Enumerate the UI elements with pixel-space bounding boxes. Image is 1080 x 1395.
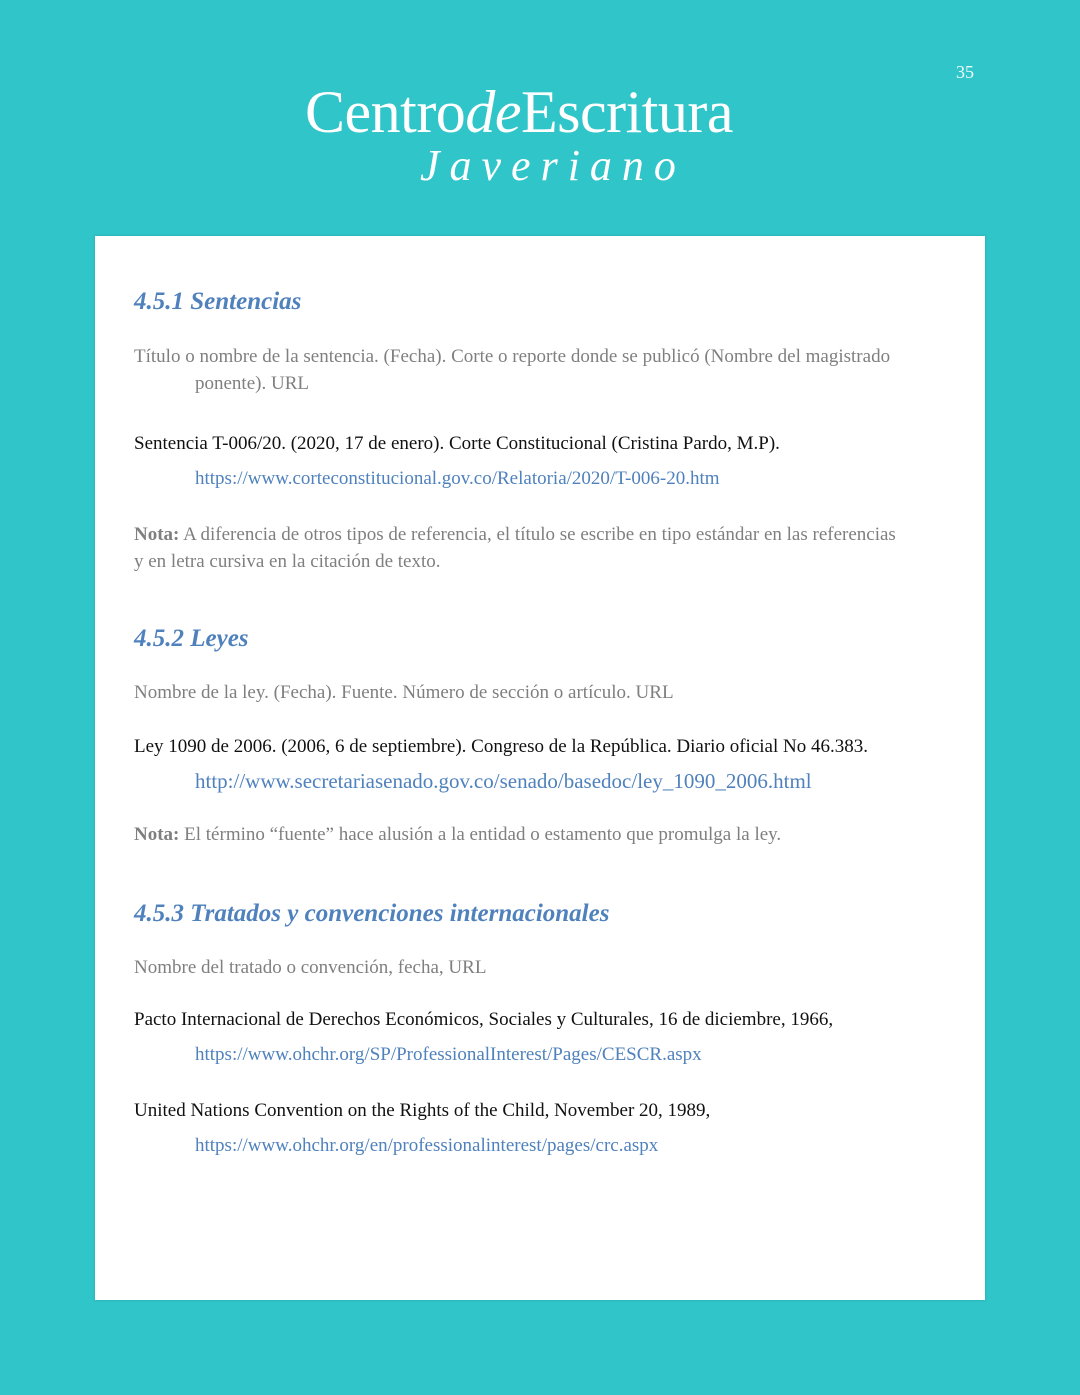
section-heading-sentencias: 4.5.1 Sentencias xyxy=(134,288,302,315)
section-heading-tratados: 4.5.3 Tratados y convenciones internacionales xyxy=(134,900,610,927)
note xyxy=(134,521,896,548)
page-number: 35 xyxy=(956,62,974,82)
example-reference: Pacto Internacional de Derechos Económicos, Sociales y Culturales, 16 de diciembre, 1966, xyxy=(134,1009,834,1030)
note-text: A diferencia de otros tipos de referencia, el título se escribe en tipo estándar en las referencias xyxy=(179,524,896,545)
logo-text: Escritura xyxy=(520,79,734,145)
logo-text: de xyxy=(465,79,521,145)
note-text: El término “fuente” hace alusión a la entidad o estamento que promulga la ley. xyxy=(179,824,782,845)
example-reference: Ley 1090 de 2006. (2006, 6 de septiembre). Congreso de la República. Diario oficial No 46.383. xyxy=(134,736,868,757)
format-description: Título o nombre de la sentencia. (Fecha). Corte o reporte donde se publicó (Nombre del magistrado xyxy=(134,346,891,367)
example-reference: Sentencia T-006/20. (2020, 17 de enero). Corte Constitucional (Cristina Pardo, M.P). xyxy=(134,433,780,454)
section-heading-leyes: 4.5.2 Leyes xyxy=(134,625,249,652)
logo-centro-de-escritura xyxy=(305,79,734,145)
example-url-link[interactable]: https://www.ohchr.org/en/professionalinterest/pages/crc.aspx xyxy=(195,1135,659,1156)
format-description: Nombre del tratado o convención, fecha, URL xyxy=(134,957,487,978)
example-url-link[interactable]: http://www.secretariasenado.gov.co/senado/basedoc/ley_1090_2006.html xyxy=(195,769,812,793)
logo-text: Centro xyxy=(305,79,466,145)
example-url-link[interactable]: https://www.ohchr.org/SP/ProfessionalInterest/Pages/CESCR.aspx xyxy=(195,1044,702,1065)
format-description: Nombre de la ley. (Fecha). Fuente. Número de sección o artículo. URL xyxy=(134,682,674,703)
note-label: Nota: xyxy=(134,824,180,845)
note xyxy=(134,821,781,848)
example-reference: United Nations Convention on the Rights of the Child, November 20, 1989, xyxy=(134,1100,711,1121)
format-description: ponente). URL xyxy=(195,373,309,394)
note-text: y en letra cursiva en la citación de texto. xyxy=(134,551,441,572)
logo-javeriano: Javeriano xyxy=(420,141,686,190)
note-label: Nota: xyxy=(134,524,180,545)
example-url-link[interactable]: https://www.corteconstitucional.gov.co/Relatoria/2020/T-006-20.htm xyxy=(195,468,720,489)
